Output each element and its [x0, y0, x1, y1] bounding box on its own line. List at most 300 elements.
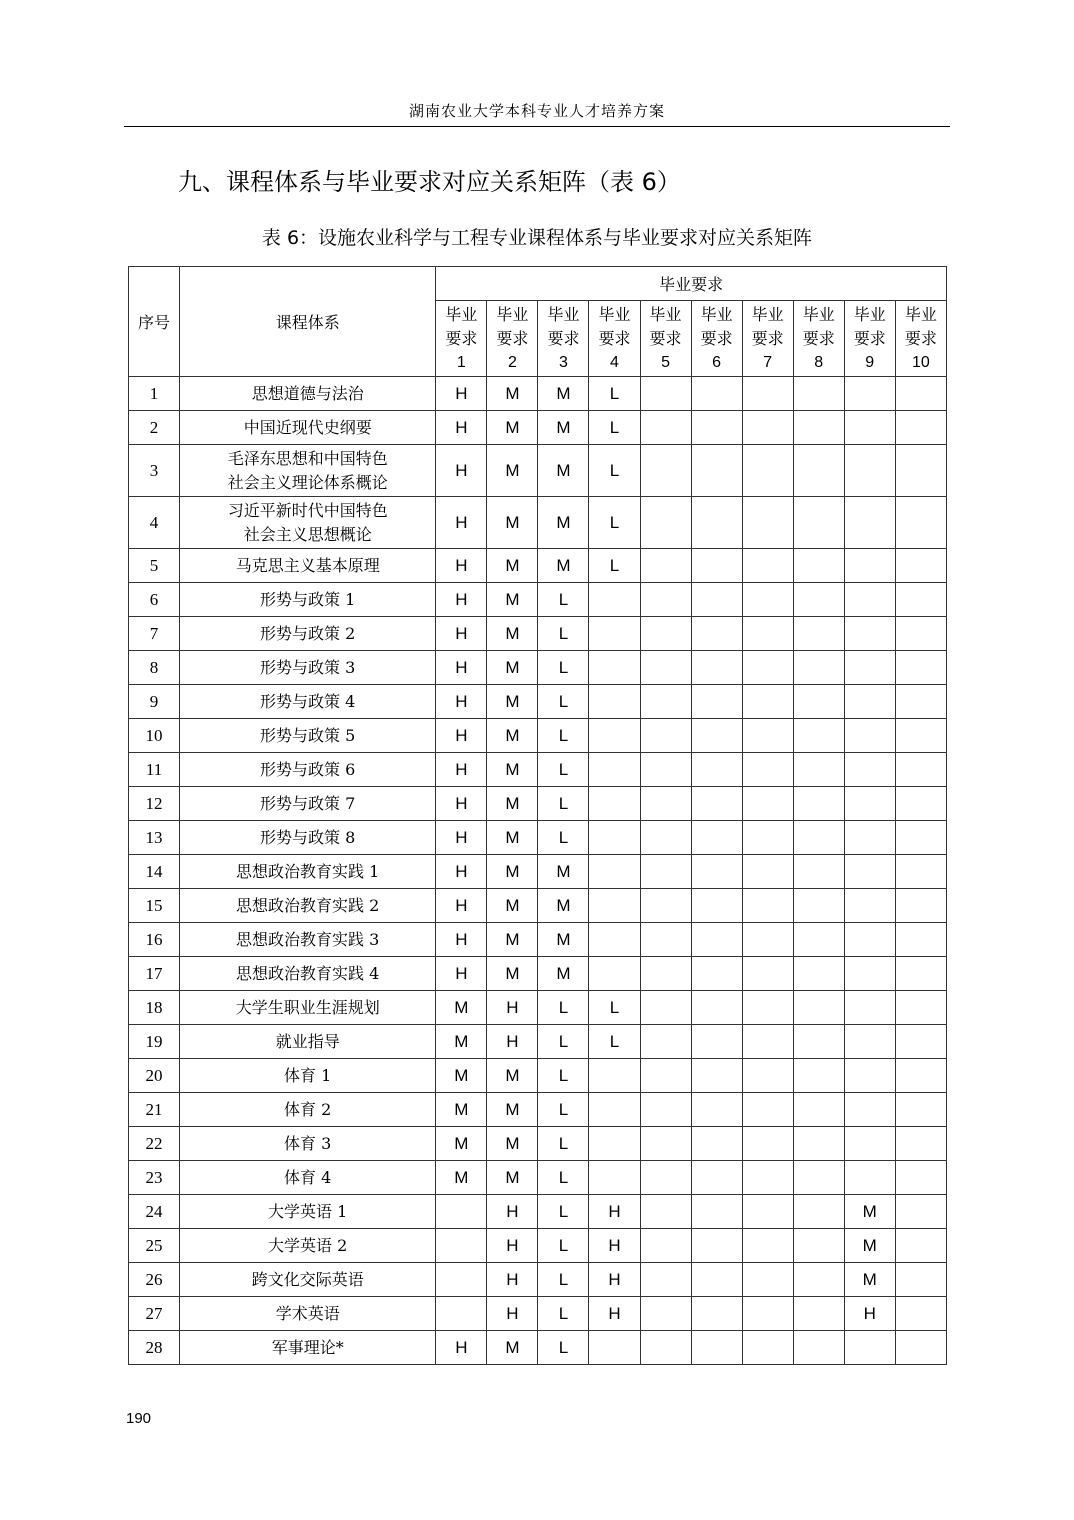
requirement-value-cell	[844, 617, 895, 651]
requirement-value-cell	[742, 1195, 793, 1229]
requirement-value-cell	[895, 1127, 946, 1161]
requirement-value-cell: M	[487, 855, 538, 889]
requirement-header-label: 毕业	[547, 304, 580, 324]
requirement-value-cell	[640, 445, 691, 497]
course-name-line: 思想政治教育实践 4	[236, 963, 380, 983]
requirement-header-number: 5	[661, 353, 670, 371]
requirement-value-cell	[844, 957, 895, 991]
requirement-value-cell	[844, 753, 895, 787]
requirement-value-cell: M	[538, 957, 589, 991]
requirement-value-cell	[793, 923, 844, 957]
requirement-value-cell	[742, 923, 793, 957]
requirement-value-cell	[640, 991, 691, 1025]
course-name-line: 思想政治教育实践 2	[236, 895, 380, 915]
seq-cell: 26	[129, 1263, 180, 1297]
requirement-value-cell	[895, 583, 946, 617]
seq-cell: 3	[129, 445, 180, 497]
requirement-value-cell	[895, 1093, 946, 1127]
requirement-value-cell	[742, 787, 793, 821]
requirement-value-cell	[742, 651, 793, 685]
course-name-line: 跨文化交际英语	[251, 1269, 364, 1289]
requirement-value-cell: M	[844, 1263, 895, 1297]
requirement-value-cell	[640, 821, 691, 855]
requirement-header-8	[793, 301, 844, 377]
table-row	[129, 1297, 947, 1331]
requirement-value-cell: L	[589, 549, 640, 583]
requirement-value-cell: M	[538, 411, 589, 445]
requirement-value-cell	[640, 923, 691, 957]
requirement-value-cell	[793, 753, 844, 787]
seq-cell: 8	[129, 651, 180, 685]
seq-cell: 22	[129, 1127, 180, 1161]
requirement-value-cell	[844, 445, 895, 497]
requirement-header-7	[742, 301, 793, 377]
requirement-value-cell: H	[436, 787, 487, 821]
requirement-value-cell	[793, 855, 844, 889]
course-name-line: 形势与政策 8	[260, 827, 356, 847]
requirement-header-1	[436, 301, 487, 377]
requirement-header-label: 要求	[649, 328, 682, 348]
requirement-value-cell: H	[436, 497, 487, 549]
requirement-value-cell: L	[589, 497, 640, 549]
requirement-value-cell	[844, 1331, 895, 1365]
requirement-value-cell	[844, 685, 895, 719]
requirement-value-cell	[793, 991, 844, 1025]
requirement-value-cell	[895, 821, 946, 855]
requirement-value-cell	[691, 753, 742, 787]
requirement-value-cell: L	[538, 617, 589, 651]
requirement-value-cell	[742, 719, 793, 753]
requirement-value-cell: L	[538, 583, 589, 617]
requirement-value-cell	[844, 719, 895, 753]
seq-cell: 19	[129, 1025, 180, 1059]
requirement-value-cell: L	[538, 685, 589, 719]
seq-cell: 28	[129, 1331, 180, 1365]
requirement-value-cell	[793, 1025, 844, 1059]
requirement-value-cell	[742, 1093, 793, 1127]
requirement-value-cell: M	[487, 719, 538, 753]
requirement-value-cell: L	[538, 1059, 589, 1093]
requirement-header-label: 毕业	[904, 304, 937, 324]
course-name-line: 形势与政策 6	[260, 759, 356, 779]
requirement-value-cell	[895, 377, 946, 411]
requirement-value-cell	[844, 549, 895, 583]
course-cell	[180, 617, 436, 651]
requirement-value-cell	[742, 1297, 793, 1331]
requirement-value-cell: H	[436, 1331, 487, 1365]
requirement-value-cell	[793, 377, 844, 411]
requirement-value-cell	[793, 1059, 844, 1093]
requirement-value-cell: H	[487, 1025, 538, 1059]
table-row	[129, 889, 947, 923]
course-cell	[180, 377, 436, 411]
requirement-value-cell: M	[487, 685, 538, 719]
requirement-value-cell	[895, 685, 946, 719]
requirement-value-cell	[844, 1059, 895, 1093]
requirement-value-cell: M	[538, 889, 589, 923]
requirement-value-cell: M	[487, 549, 538, 583]
requirement-value-cell	[895, 445, 946, 497]
table-row	[129, 651, 947, 685]
seq-cell: 10	[129, 719, 180, 753]
requirement-value-cell	[640, 617, 691, 651]
requirement-value-cell	[844, 497, 895, 549]
section-title: 九、课程体系与毕业要求对应关系矩阵（表 6）	[178, 168, 681, 196]
requirement-value-cell	[895, 923, 946, 957]
requirement-value-cell	[640, 377, 691, 411]
requirement-value-cell	[742, 1161, 793, 1195]
requirement-value-cell: H	[844, 1297, 895, 1331]
table-row	[129, 1025, 947, 1059]
requirement-value-cell: L	[538, 1195, 589, 1229]
requirement-value-cell: M	[538, 855, 589, 889]
course-cell	[180, 991, 436, 1025]
requirement-header-4	[589, 301, 640, 377]
requirement-value-cell: H	[487, 991, 538, 1025]
table-row	[129, 685, 947, 719]
course-cell	[180, 855, 436, 889]
requirement-value-cell	[691, 617, 742, 651]
requirement-value-cell	[691, 411, 742, 445]
requirement-value-cell: H	[436, 753, 487, 787]
requirement-value-cell	[691, 497, 742, 549]
requirement-value-cell	[589, 1331, 640, 1365]
requirement-header-label: 毕业	[802, 304, 835, 324]
table-row	[129, 1229, 947, 1263]
requirement-value-cell	[691, 923, 742, 957]
requirement-value-cell	[742, 1263, 793, 1297]
requirement-value-cell	[640, 1263, 691, 1297]
requirement-value-cell	[691, 445, 742, 497]
seq-cell: 27	[129, 1297, 180, 1331]
requirement-value-cell	[895, 957, 946, 991]
requirement-value-cell	[436, 1229, 487, 1263]
requirement-value-cell: M	[487, 957, 538, 991]
requirement-value-cell: L	[589, 411, 640, 445]
requirement-value-cell: H	[436, 889, 487, 923]
table-row	[129, 1127, 947, 1161]
requirement-value-cell	[793, 889, 844, 923]
running-header: 湖南农业大学本科专业人才培养方案	[124, 98, 950, 127]
requirement-value-cell	[793, 821, 844, 855]
requirement-value-cell	[691, 1127, 742, 1161]
requirement-value-cell	[640, 1127, 691, 1161]
requirement-value-cell	[640, 855, 691, 889]
requirement-value-cell	[895, 1263, 946, 1297]
requirement-value-cell	[742, 617, 793, 651]
course-cell	[180, 411, 436, 445]
requirement-value-cell	[691, 1297, 742, 1331]
course-cell	[180, 923, 436, 957]
requirement-value-cell	[742, 1229, 793, 1263]
requirement-header-6	[691, 301, 742, 377]
requirement-value-cell	[589, 957, 640, 991]
requirement-value-cell: M	[487, 411, 538, 445]
requirement-value-cell: M	[436, 1127, 487, 1161]
seq-cell: 14	[129, 855, 180, 889]
requirement-value-cell	[640, 1195, 691, 1229]
table-row	[129, 957, 947, 991]
requirement-value-cell	[742, 889, 793, 923]
requirement-value-cell: H	[436, 821, 487, 855]
requirement-value-cell: L	[538, 1229, 589, 1263]
requirement-header-number: 6	[712, 353, 722, 371]
requirement-value-cell: H	[436, 651, 487, 685]
requirement-value-cell: M	[487, 651, 538, 685]
requirement-value-cell	[793, 583, 844, 617]
requirement-value-cell	[589, 1059, 640, 1093]
requirement-value-cell	[793, 1093, 844, 1127]
requirement-value-cell: L	[538, 651, 589, 685]
requirement-value-cell	[640, 411, 691, 445]
requirement-value-cell	[691, 1093, 742, 1127]
course-cell	[180, 753, 436, 787]
course-cell	[180, 1195, 436, 1229]
requirement-value-cell: H	[436, 411, 487, 445]
requirement-value-cell	[691, 685, 742, 719]
requirement-value-cell	[589, 855, 640, 889]
requirement-value-cell	[436, 1297, 487, 1331]
table-row	[129, 497, 947, 549]
requirement-value-cell	[640, 957, 691, 991]
requirement-value-cell	[844, 377, 895, 411]
requirement-value-cell	[589, 787, 640, 821]
requirement-value-cell: M	[487, 821, 538, 855]
requirement-value-cell	[640, 1229, 691, 1263]
course-cell	[180, 685, 436, 719]
seq-cell: 9	[129, 685, 180, 719]
requirement-value-cell: M	[487, 753, 538, 787]
requirement-value-cell	[844, 1161, 895, 1195]
requirement-value-cell	[691, 991, 742, 1025]
requirement-value-cell	[691, 889, 742, 923]
requirement-value-cell: L	[538, 787, 589, 821]
table-row	[129, 1195, 947, 1229]
requirement-value-cell	[742, 1059, 793, 1093]
requirement-value-cell	[640, 1331, 691, 1365]
requirement-value-cell: H	[436, 377, 487, 411]
table-row	[129, 923, 947, 957]
requirement-value-cell	[895, 1331, 946, 1365]
table-row	[129, 549, 947, 583]
course-name-line: 就业指导	[275, 1031, 340, 1051]
course-name-line: 思想政治教育实践 3	[236, 929, 380, 949]
course-name-line: 习近平新时代中国特色	[227, 500, 388, 520]
seq-cell: 18	[129, 991, 180, 1025]
course-cell	[180, 1229, 436, 1263]
requirement-value-cell: H	[487, 1195, 538, 1229]
requirement-header-label: 要求	[751, 328, 784, 348]
course-cell	[180, 445, 436, 497]
requirement-value-cell	[895, 549, 946, 583]
requirement-value-cell: H	[436, 957, 487, 991]
requirement-header-number: 10	[911, 353, 930, 371]
course-cell	[180, 1093, 436, 1127]
requirement-value-cell	[742, 685, 793, 719]
requirement-value-cell	[589, 651, 640, 685]
requirement-value-cell: M	[844, 1229, 895, 1263]
requirement-value-cell	[640, 1025, 691, 1059]
requirement-value-cell	[742, 753, 793, 787]
course-name-line: 思想政治教育实践 1	[236, 861, 380, 881]
requirement-value-cell	[640, 787, 691, 821]
requirement-value-cell	[742, 583, 793, 617]
requirement-value-cell	[793, 549, 844, 583]
requirement-value-cell	[793, 445, 844, 497]
course-cell	[180, 497, 436, 549]
requirement-value-cell	[742, 1127, 793, 1161]
requirement-value-cell	[895, 889, 946, 923]
seq-cell: 23	[129, 1161, 180, 1195]
requirement-header-label: 要求	[853, 328, 886, 348]
requirement-value-cell	[895, 617, 946, 651]
requirement-header-number: 9	[865, 353, 875, 371]
requirement-header-label: 毕业	[598, 304, 631, 324]
requirement-value-cell	[742, 411, 793, 445]
requirement-value-cell	[589, 1127, 640, 1161]
requirement-value-cell	[691, 957, 742, 991]
seq-header: 序号	[129, 267, 180, 377]
course-cell	[180, 719, 436, 753]
course-cell	[180, 1161, 436, 1195]
requirement-value-cell: M	[487, 923, 538, 957]
requirement-value-cell	[691, 1161, 742, 1195]
requirement-value-cell	[436, 1195, 487, 1229]
requirement-value-cell: M	[487, 1093, 538, 1127]
requirement-value-cell	[895, 497, 946, 549]
requirement-value-cell	[844, 1093, 895, 1127]
course-name-line: 思想道德与法治	[251, 383, 364, 403]
requirement-value-cell	[844, 821, 895, 855]
requirement-value-cell	[793, 617, 844, 651]
requirement-value-cell	[844, 583, 895, 617]
seq-cell: 21	[129, 1093, 180, 1127]
requirement-value-cell	[895, 787, 946, 821]
requirement-value-cell	[691, 1263, 742, 1297]
requirement-value-cell	[691, 1059, 742, 1093]
seq-cell: 6	[129, 583, 180, 617]
requirement-value-cell	[844, 787, 895, 821]
requirement-value-cell: L	[538, 821, 589, 855]
requirement-value-cell: H	[589, 1263, 640, 1297]
course-cell	[180, 787, 436, 821]
requirement-value-cell: H	[589, 1297, 640, 1331]
table-row	[129, 1331, 947, 1365]
course-name-line: 大学英语 2	[268, 1235, 348, 1255]
requirement-value-cell: L	[538, 1093, 589, 1127]
requirement-header-10	[895, 301, 946, 377]
course-name-line: 形势与政策 7	[260, 793, 356, 813]
seq-cell: 25	[129, 1229, 180, 1263]
requirement-value-cell	[742, 445, 793, 497]
requirement-header-label: 要求	[700, 328, 733, 348]
requirement-value-cell: M	[487, 445, 538, 497]
requirement-value-cell	[895, 991, 946, 1025]
requirement-value-cell	[589, 1093, 640, 1127]
requirement-value-cell	[895, 651, 946, 685]
course-cell	[180, 651, 436, 685]
course-name-line: 体育 1	[284, 1065, 332, 1085]
requirement-value-cell: M	[538, 377, 589, 411]
requirement-value-cell	[589, 685, 640, 719]
requirement-value-cell: M	[436, 1025, 487, 1059]
course-header: 课程体系	[180, 267, 436, 377]
requirement-value-cell: M	[436, 1093, 487, 1127]
requirement-value-cell: M	[487, 1331, 538, 1365]
course-name-line: 社会主义理论体系概论	[227, 472, 388, 492]
requirement-header-label: 要求	[598, 328, 631, 348]
requirement-value-cell	[793, 1195, 844, 1229]
requirement-value-cell: H	[589, 1195, 640, 1229]
requirement-value-cell: M	[436, 1161, 487, 1195]
requirement-value-cell: M	[538, 497, 589, 549]
course-name-line: 毛泽东思想和中国特色	[227, 448, 388, 468]
course-cell	[180, 957, 436, 991]
requirement-header-label: 毕业	[496, 304, 529, 324]
seq-cell: 1	[129, 377, 180, 411]
requirement-value-cell	[742, 1025, 793, 1059]
requirement-value-cell	[742, 855, 793, 889]
requirement-value-cell	[895, 1229, 946, 1263]
course-name-line: 学术英语	[275, 1303, 340, 1323]
requirement-value-cell: L	[538, 753, 589, 787]
requirement-value-cell: M	[487, 1059, 538, 1093]
seq-cell: 20	[129, 1059, 180, 1093]
requirement-value-cell	[895, 1025, 946, 1059]
course-name-line: 形势与政策 5	[260, 725, 356, 745]
course-cell	[180, 583, 436, 617]
requirement-header-label: 要求	[547, 328, 580, 348]
table-row	[129, 583, 947, 617]
requirement-value-cell	[793, 685, 844, 719]
requirement-value-cell: H	[589, 1229, 640, 1263]
requirement-value-cell: L	[589, 445, 640, 497]
requirement-value-cell: H	[436, 549, 487, 583]
requirement-value-cell: H	[436, 583, 487, 617]
graduation-requirements-header: 毕业要求	[436, 267, 947, 301]
requirement-value-cell: M	[487, 889, 538, 923]
requirement-value-cell	[793, 1161, 844, 1195]
requirement-value-cell	[895, 1297, 946, 1331]
table-row	[129, 855, 947, 889]
requirement-value-cell	[589, 923, 640, 957]
requirement-value-cell	[640, 719, 691, 753]
table-row	[129, 377, 947, 411]
seq-cell: 4	[129, 497, 180, 549]
requirement-value-cell: L	[589, 991, 640, 1025]
course-cell	[180, 549, 436, 583]
requirement-header-label: 毕业	[700, 304, 733, 324]
requirement-value-cell	[793, 497, 844, 549]
requirement-value-cell	[895, 719, 946, 753]
requirement-value-cell	[589, 753, 640, 787]
seq-cell: 17	[129, 957, 180, 991]
requirement-value-cell	[844, 991, 895, 1025]
requirement-value-cell	[691, 1025, 742, 1059]
course-name-line: 形势与政策 1	[260, 589, 356, 609]
requirement-value-cell: H	[487, 1229, 538, 1263]
requirement-value-cell	[691, 583, 742, 617]
requirement-header-label: 要求	[445, 328, 478, 348]
course-name-line: 体育 3	[284, 1133, 332, 1153]
requirement-header-label: 毕业	[445, 304, 478, 324]
requirement-value-cell	[436, 1263, 487, 1297]
seq-cell: 13	[129, 821, 180, 855]
seq-cell: 15	[129, 889, 180, 923]
requirement-header-5	[640, 301, 691, 377]
requirement-value-cell	[895, 411, 946, 445]
requirement-value-cell	[844, 651, 895, 685]
